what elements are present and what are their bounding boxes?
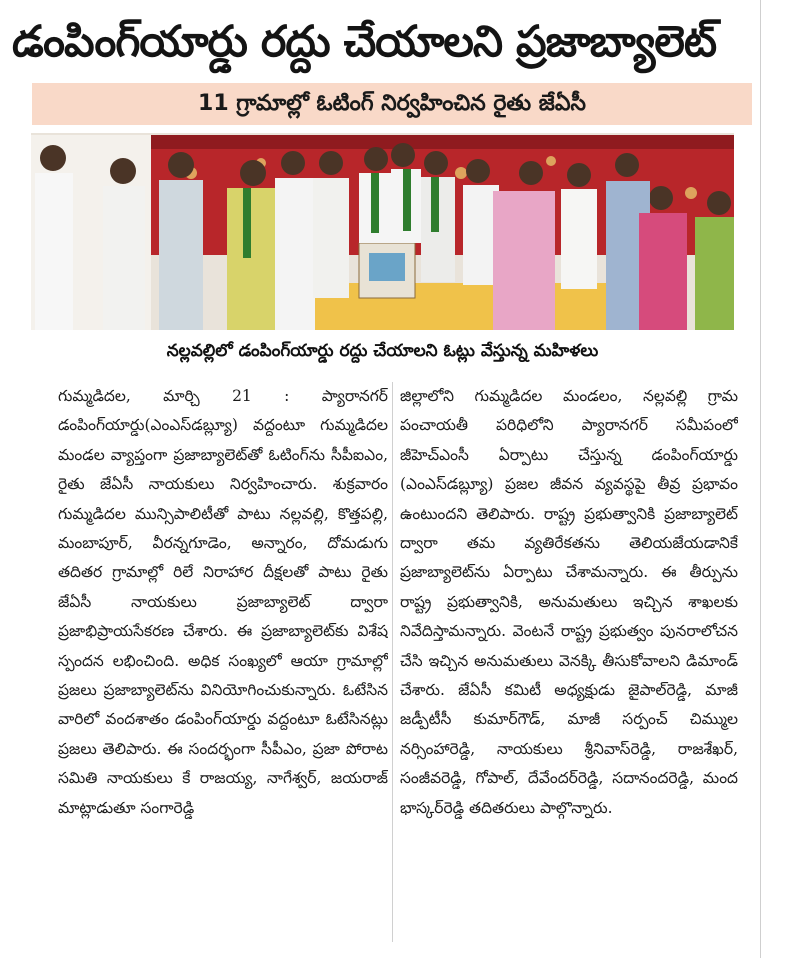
news-photo (31, 133, 734, 330)
adjacent-column-clipped (768, 20, 800, 940)
article-body-left: గుమ్మడిదల, మార్చి 21 : ప్యారానగర్ డంపింగ్‌యార్డు(ఎంఎస్‌డబ్ల్యూ) వద్దంటూ గుమ్మడిదల మండల వ్యాప్తంగా ప్రజాబ్యాలెట్‌తో ఓటింగ్‌ను సీపీఐఎం, రైతు జేఏసీ నాయకులు నిర్వహించారు. శుక్రవారం గుమ్మడిదల మున్సిపాలిటీతో పాటు నల్లవల్లి, కొత్తపల్లి, మంబాపూర్, వీరన్నగూడెం, అన్నారం, దోమడుగు తదితర గ్రామాల్లో రిలే నిరాహార దీక్షలతో పాటు రైతు జేఏసీ నాయకులు ప్రజాబ్యాలెట్ ద్వారా ప్రజాభిప్రాయసేకరణ చేశారు. ఈ ప్రజాబ్యాలెట్‌కు విశేష స్పందన లభించింది. అధిక సంఖ్యలో ఆయా గ్రామాల్లో ప్రజలు ప్రజాబ్యాలెట్‌ను వినియోగించుకున్నారు. ఓటేసిన వారిలో వందశాతం డంపింగ్‌యార్డు వద్దంటూ ఓటేసినట్లు ప్రజలు తెలిపారు. ఈ సందర్భంగా సీపీఎం, ప్రజా పోరాట సమితి నాయకులు కే రాజయ్య, నాగేశ్వర్, జయరాజ్ మాట్లాడుతూ సంగారెడ్డి (58, 387, 388, 817)
article-body-right: జిల్లాలోని గుమ్మడిదల మండలం, నల్లవల్లి గ్రామ పంచాయతీ పరిధిలోని ప్యారానగర్ సమీపంలో జీహెచ్ఎంసీ ఏర్పాటు చేస్తున్న డంపింగ్‌యార్డు (ఎంఎస్‌డబ్ల్యూ) ప్రజల జీవన వ్యవస్థపై తీవ్ర ప్రభావం ఉంటుందని తెలిపారు. రాష్ట్ర ప్రభుత్వానికి ప్రజాబ్యాలెట్ ద్వారా తమ వ్యతిరేకతను తెలియజేయడానికే ప్రజాబ్యాలెట్‌ను ఏర్పాటు చేశామన్నారు. ఈ తీర్పును రాష్ట్ర ప్రభుత్వానికి, అనుమతులు ఇచ్చిన శాఖలకు నివేదిస్తామన్నారు. వెంటనే రాష్ట్ర ప్రభుత్వం పునరాలోచన చేసి ఇచ్చిన అనుమతులు వెనక్కి తీసుకోవాలని డిమాండ్ చేశారు. జేఏసీ కమిటీ అధ్యక్షుడు జైపాల్‌రెడ్డి, మాజీ జడ్పీటీసీ కుమార్‌గౌడ్, మాజీ సర్పంచ్ చిమ్ముల నర్సింహారెడ్డి, నాయకులు శ్రీనివాస్‌రెడ్డి, రాజశేఖర్, సంజీవరెడ్డి, గోపాల్, దేవేందర్‌రెడ్డి, సదానందరెడ్డి, మంద భాస్కర్‌రెడ్డి తదితరులు పాల్గొన్నారు. (400, 387, 738, 817)
page-edge-divider (760, 0, 761, 958)
photo-caption: నల్లవల్లిలో డంపింగ్‌యార్డు రద్దు చేయాలని ఓట్లు వేస్తున్న మహిళలు (166, 341, 599, 361)
subheadline: 11 గ్రామాల్లో ఓటింగ్ నిర్వహించిన రైతు జేఏసీ (32, 83, 752, 125)
column-divider (392, 382, 393, 942)
headline: డంపింగ్‌యార్డు రద్దు చేయాలని ప్రజాబ్యాలెట్ (12, 17, 717, 67)
